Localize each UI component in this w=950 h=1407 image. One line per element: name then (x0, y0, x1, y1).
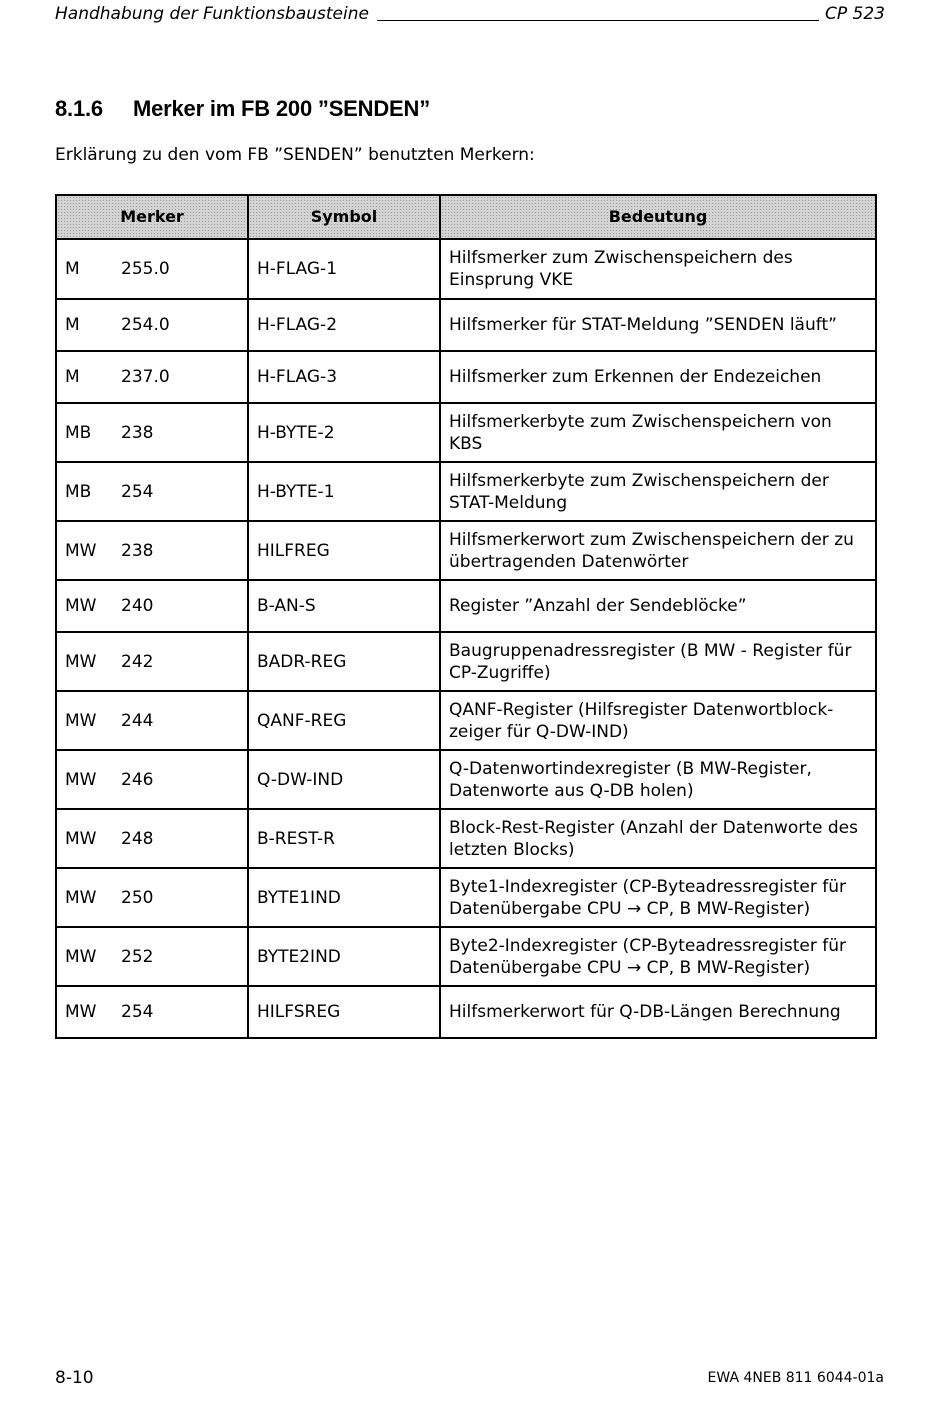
merker-type: MB (65, 422, 92, 443)
symbol-cell: BADR-REG (248, 632, 440, 691)
table-row (56, 403, 876, 462)
merker-type: MW (65, 828, 97, 849)
merker-type: MW (65, 1002, 97, 1022)
table-row (56, 868, 876, 927)
merker-address: 254 (121, 481, 154, 502)
table-row (56, 750, 876, 809)
intro-text: Erklärung zu den vom FB ”SENDEN” benutzten Merkern: (55, 145, 535, 165)
meaning-line: letzten Blocks) (449, 839, 575, 860)
merker-cell (56, 632, 248, 691)
meaning-cell (440, 351, 876, 403)
merker-address: 244 (121, 710, 154, 731)
meaning-cell (440, 403, 876, 462)
section-number: 8.1.6 (55, 96, 103, 121)
meaning-cell (440, 632, 876, 691)
table-row (56, 691, 876, 750)
merker-address: 242 (121, 651, 154, 672)
merker-cell (56, 580, 248, 632)
merker-cell (56, 691, 248, 750)
merker-cell (56, 299, 248, 351)
meaning-line: CP-Zugriffe) (449, 662, 551, 683)
table-row (56, 521, 876, 580)
merker-address: 252 (121, 946, 154, 967)
merker-cell (56, 403, 248, 462)
meaning-line: Hilfsmerker zum Zwischenspeichern des (449, 248, 793, 268)
meaning-line: Hilfsmerkerbyte zum Zwischenspeichern von KBS (449, 411, 832, 454)
page-number: 8-10 (55, 1368, 94, 1388)
merker-cell (56, 351, 248, 403)
meaning-line: Hilfsmerkerbyte zum Zwischenspeichern der (449, 470, 829, 491)
merker-address: 248 (121, 828, 154, 849)
table-row (56, 927, 876, 986)
table-row (56, 299, 876, 351)
merker-cell (56, 868, 248, 927)
section-heading (55, 96, 430, 122)
meaning-line: Register ”Anzahl der Sendeblöcke” (449, 596, 747, 616)
meaning-line: STAT-Meldung (449, 492, 568, 513)
meaning-line: Einsprung VKE (449, 270, 574, 290)
symbol-cell: QANF-REG (248, 691, 440, 750)
table-row (56, 632, 876, 691)
merker-cell (56, 521, 248, 580)
meaning-line: zeiger für Q-DW-IND) (449, 721, 629, 742)
merker-type: MW (65, 946, 97, 967)
merker-type: MW (65, 887, 97, 908)
meaning-line: Byte1-Indexregister (CP-Byteadressregister für (449, 876, 847, 897)
merker-cell (56, 809, 248, 868)
merker-type: MW (65, 596, 97, 616)
merker-address: 254 (121, 1002, 154, 1022)
meaning-cell (440, 299, 876, 351)
document-code: EWA 4NEB 811 6044-01a (707, 1370, 884, 1386)
meaning-cell (440, 580, 876, 632)
symbol-cell: H-BYTE-2 (248, 403, 440, 462)
merker-address: 240 (121, 596, 154, 616)
merker-cell (56, 462, 248, 521)
merker-address: 238 (121, 422, 154, 443)
running-head-right: CP 523 (825, 4, 885, 24)
running-head-left: Handhabung der Funktionsbausteine (55, 4, 369, 24)
table-row (56, 809, 876, 868)
symbol-cell: B-REST-R (248, 809, 440, 868)
merker-cell (56, 927, 248, 986)
meaning-line: Hilfsmerker für STAT-Meldung ”SENDEN läuft” (449, 315, 837, 335)
merker-cell (56, 750, 248, 809)
meaning-line: QANF-Register (Hilfsregister Datenwortblock- (449, 699, 834, 720)
symbol-cell: H-FLAG-1 (248, 239, 440, 299)
symbol-cell: B-AN-S (248, 580, 440, 632)
section-title: Merker im FB 200 ”SENDEN” (133, 96, 430, 121)
meaning-cell (440, 521, 876, 580)
merker-type: MW (65, 540, 97, 561)
meaning-line: Q-Datenwortindexregister (B MW-Register, (449, 758, 812, 779)
meaning-line: Byte2-Indexregister (CP-Byteadressregister für (449, 935, 847, 956)
merker-address: 238 (121, 540, 154, 561)
meaning-line: Hilfsmerkerwort für Q-DB-Längen Berechnung (449, 1002, 841, 1022)
merker-type: MW (65, 769, 97, 790)
meaning-line: Hilfsmerker zum Erkennen der Endezeichen (449, 367, 822, 387)
symbol-cell: HILFSREG (248, 986, 440, 1038)
merker-address: 246 (121, 769, 154, 790)
running-head (55, 0, 885, 24)
meaning-line: Datenworte aus Q-DB holen) (449, 780, 694, 801)
table-row (56, 580, 876, 632)
symbol-cell: H-BYTE-1 (248, 462, 440, 521)
symbol-cell: H-FLAG-3 (248, 351, 440, 403)
table-header-row (56, 195, 876, 239)
merker-type: M (65, 315, 80, 335)
meaning-cell (440, 868, 876, 927)
table-body (56, 239, 876, 1038)
table-row (56, 986, 876, 1038)
table-row (56, 462, 876, 521)
merker-table (55, 194, 877, 1039)
meaning-cell (440, 986, 876, 1038)
header-merker: Merker (56, 195, 248, 239)
table-row (56, 351, 876, 403)
merker-type: M (65, 259, 80, 279)
meaning-line: Block-Rest-Register (Anzahl der Datenworte des (449, 817, 858, 838)
meaning-cell (440, 809, 876, 868)
meaning-cell (440, 750, 876, 809)
merker-type: M (65, 367, 80, 387)
symbol-cell: HILFREG (248, 521, 440, 580)
merker-cell (56, 239, 248, 299)
symbol-cell: BYTE2IND (248, 927, 440, 986)
merker-cell (56, 986, 248, 1038)
meaning-line: Hilfsmerkerwort zum Zwischenspeichern der zu (449, 529, 854, 550)
merker-type: MB (65, 481, 92, 502)
symbol-cell: Q-DW-IND (248, 750, 440, 809)
merker-address: 237.0 (121, 367, 170, 387)
meaning-cell (440, 239, 876, 299)
merker-address: 250 (121, 887, 154, 908)
meaning-line: übertragenden Datenwörter (449, 551, 689, 572)
meaning-cell (440, 462, 876, 521)
meaning-line: Baugruppenadressregister (B MW - Register für (449, 640, 852, 661)
meaning-cell (440, 927, 876, 986)
merker-address: 254.0 (121, 315, 170, 335)
merker-type: MW (65, 651, 97, 672)
header-symbol: Symbol (248, 195, 440, 239)
symbol-cell: H-FLAG-2 (248, 299, 440, 351)
meaning-cell (440, 691, 876, 750)
merker-type: MW (65, 710, 97, 731)
meaning-line: Datenübergabe CPU → CP, B MW-Register) (449, 957, 811, 978)
header-rule (377, 19, 819, 21)
merker-address: 255.0 (121, 259, 170, 279)
meaning-line: Datenübergabe CPU → CP, B MW-Register) (449, 898, 811, 919)
header-bedeutung: Bedeutung (440, 195, 876, 239)
symbol-cell: BYTE1IND (248, 868, 440, 927)
table-row (56, 239, 876, 299)
